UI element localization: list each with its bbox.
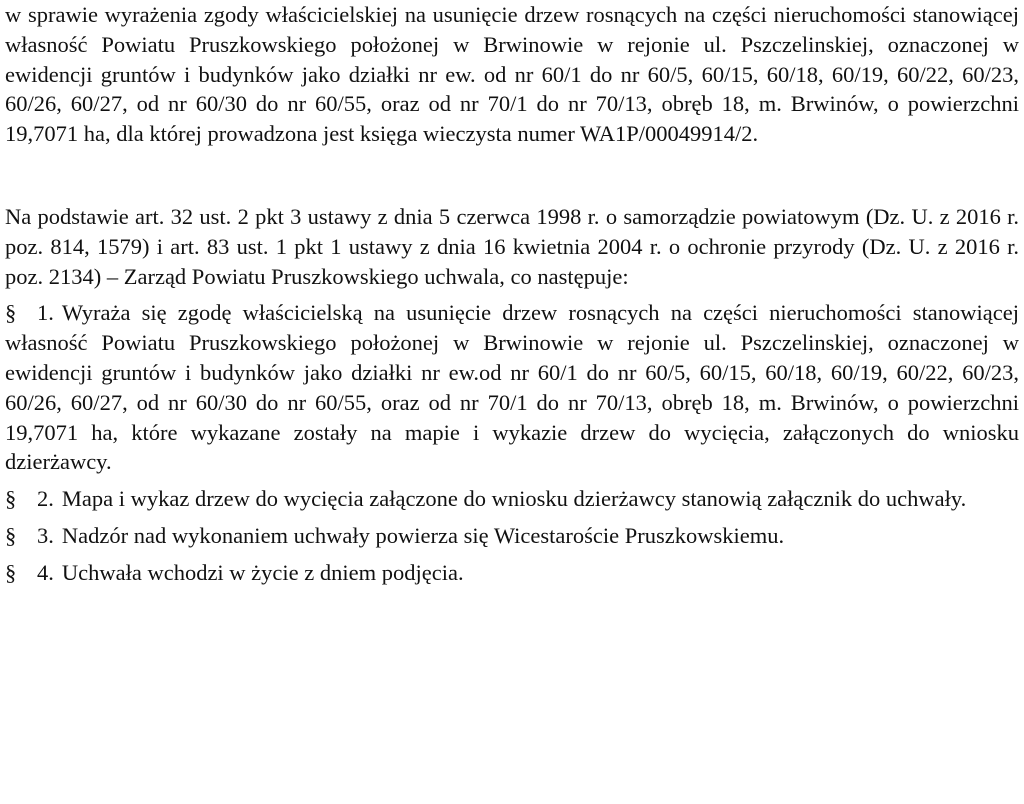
section-text: Uchwała wchodzi w życie z dniem podjęcia.	[61, 559, 464, 585]
section-text: Wyraża się zgodę właścicielską na usunięcie drzew rosnących na części nieruchomości stanowiącej własność Powiatu Pruszkowskiego położonej w Brwinowie w rejonie ul. Pszczelinskiej, oznaczonej w ewidencji gruntów i budynków jako działki nr ew.od nr 60/1 do nr 60/5, 60/15, 60/18, 60/19, 60/22, 60/23, 60/26, 60/27, od nr 60/30 do nr 60/55, oraz od nr 70/1 do nr 70/13, obręb 18, m. Brwinów, o powierzchni 19,7071 ha, które wykazane zostały na mapie i wykazie drzew do wycięcia, załączonych do wniosku dzierżawcy.	[5, 300, 1019, 475]
spacer	[5, 477, 1019, 484]
section-sign: §	[5, 522, 17, 548]
section-text: Nadzór nad wykonaniem uchwały powierza się Wicestaroście Pruszkowskiemu.	[61, 522, 785, 548]
spacer	[5, 514, 1019, 521]
section-text: Mapa i wykaz drzew do wycięcia załączone do wniosku dzierżawcy stanowią załącznik do uchwały.	[61, 486, 967, 512]
resolution-subject: w sprawie wyrażenia zgody właścicielskiej na usunięcie drzew rosnących na części nieruchomości stanowiącej własność Powiatu Pruszkowskiego położonej w Brwinowie w rejonie ul. Pszczelinskiej, oznaczonej w ewidencji gruntów i budynków jako działki nr ew. od nr 60/1 do nr 60/5, 60/15, 60/18, 60/19, 60/22, 60/23, 60/26, 60/27, od nr 60/30 do nr 60/55, oraz od nr 70/1 do nr 70/13, obręb 18, m. Brwinów, o powierzchni 19,7071 ha, dla której prowadzona jest księga wieczysta numer WA1P/00049914/2.	[5, 2, 1019, 147]
section-number: 3.	[37, 522, 54, 548]
spacer	[5, 551, 1019, 558]
document-page	[5, 0, 1019, 588]
legal-basis: Na podstawie art. 32 ust. 2 pkt 3 ustawy z dnia 5 czerwca 1998 r. o samorządzie powiatowym (Dz. U. z 2016 r. poz. 814, 1579) i art. 83 ust. 1 pkt 1 ustawy z dnia 16 kwietnia 2004 r. o ochronie przyrody (Dz. U. z 2016 r. poz. 2134) – Zarząd Powiatu Pruszkowskiego uchwala, co następuje:	[5, 203, 1019, 289]
section-4	[5, 558, 1019, 588]
section-1	[5, 298, 1019, 477]
section-sign: §	[5, 486, 17, 512]
section-2	[5, 484, 1019, 514]
section-sign: §	[5, 300, 17, 326]
section-number: 4.	[37, 559, 54, 585]
section-number: 2.	[37, 486, 54, 512]
section-number: 1.	[37, 300, 54, 326]
section-3	[5, 521, 1019, 551]
section-sign: §	[5, 559, 17, 585]
spacer	[5, 291, 1019, 298]
spacer	[5, 149, 1019, 202]
